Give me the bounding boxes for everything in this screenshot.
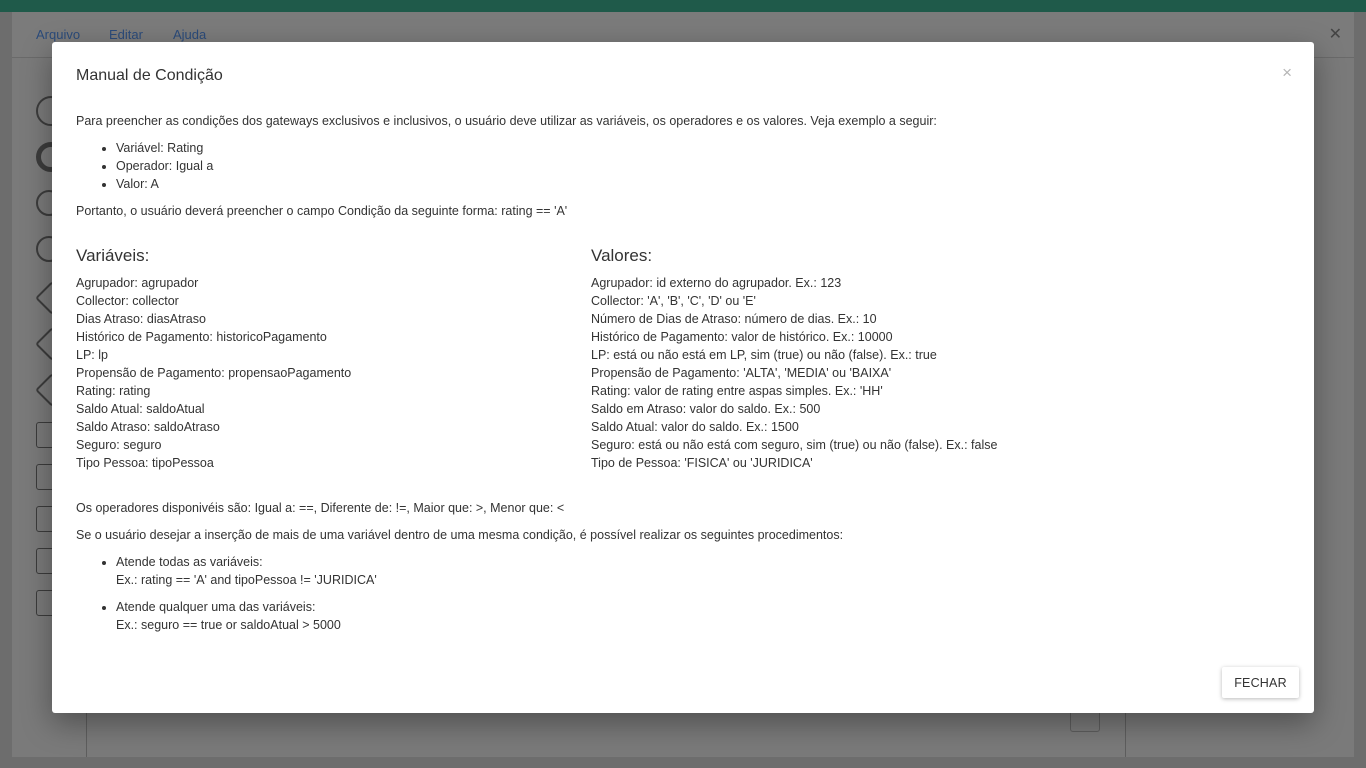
intro-text: Para preencher as condições dos gateways exclusivos e inclusivos, o usuário deve utilizar as variáveis, os operadores e os valores. Veja exemplo a seguir:: [76, 114, 937, 128]
operators-text: Os operadores disponivéis são: Igual a: ==, Diferente de: !=, Maior que: >, Menor que: <: [76, 501, 565, 515]
procedures-list: [76, 553, 1290, 634]
variable-item: LP: lp: [76, 348, 108, 362]
variable-item: Saldo Atual: saldoAtual: [76, 402, 205, 416]
multiple-variables-intro: Se o usuário desejar a inserção de mais de uma variável dentro de uma mesma condição, é possível realizar os seguintes procedimentos:: [76, 528, 844, 542]
variable-item: Saldo Atraso: saldoAtraso: [76, 420, 220, 434]
variable-item: Tipo Pessoa: tipoPessoa: [76, 456, 214, 470]
conclusion-text: Portanto, o usuário deverá preencher o campo Condição da seguinte forma: rating == 'A': [76, 204, 568, 218]
value-item: Histórico de Pagamento: valor de histórico. Ex.: 10000: [591, 330, 893, 344]
procedure-item: [116, 553, 1290, 589]
value-item: LP: está ou não está em LP, sim (true) ou não (false). Ex.: true: [591, 348, 937, 362]
value-item: Propensão de Pagamento: 'ALTA', 'MEDIA' ou 'BAIXA': [591, 366, 892, 380]
list-item: • Operador: Igual a: [116, 157, 1290, 175]
procedure-item: [116, 598, 1290, 634]
variable-item: Dias Atraso: diasAtraso: [76, 312, 206, 326]
variable-item: Histórico de Pagamento: historicoPagamento: [76, 330, 327, 344]
procedure-label: Atende todas as variáveis:: [116, 555, 263, 569]
variable-item: Agrupador: agrupador: [76, 276, 199, 290]
value-item: Saldo Atual: valor do saldo. Ex.: 1500: [591, 420, 799, 434]
value-item: Saldo em Atraso: valor do saldo. Ex.: 500: [591, 402, 821, 416]
variable-item: Seguro: seguro: [76, 438, 162, 452]
close-dialog-button[interactable]: FECHAR: [1222, 667, 1299, 698]
procedure-example: Ex.: rating == 'A' and tipoPessoa != 'JURIDICA': [116, 573, 377, 587]
value-item: Número de Dias de Atraso: número de dias. Ex.: 10: [591, 312, 877, 326]
variables-heading: Variáveis:: [76, 246, 150, 265]
variable-item: Collector: collector: [76, 294, 179, 308]
variable-item: Propensão de Pagamento: propensaoPagamento: [76, 366, 352, 380]
menu-editar[interactable]: Editar: [109, 27, 143, 42]
procedure-example: Ex.: seguro == true or saldoAtual > 5000: [116, 618, 341, 632]
menu-arquivo[interactable]: Arquivo: [36, 27, 81, 42]
variable-item: Rating: rating: [76, 384, 151, 398]
list-item: • Variável: Rating: [116, 139, 1290, 157]
value-item: Rating: valor de rating entre aspas simples. Ex.: 'HH': [591, 384, 883, 398]
variables-column: [76, 246, 591, 472]
values-heading: Valores:: [591, 246, 653, 265]
dialog-title: Manual de Condição: [76, 67, 223, 84]
app-top-strip: [0, 0, 1366, 12]
value-item: Agrupador: id externo do agrupador. Ex.: 123: [591, 276, 842, 290]
reference-columns: [76, 246, 1290, 472]
value-item: Seguro: está ou não está com seguro, sim (true) ou não (false). Ex.: false: [591, 438, 998, 452]
dialog-body: [76, 112, 1290, 643]
value-item: Tipo de Pessoa: 'FISICA' ou 'JURIDICA': [591, 456, 813, 470]
close-icon[interactable]: ✕: [1328, 26, 1342, 43]
value-item: Collector: 'A', 'B', 'C', 'D' ou 'E': [591, 294, 756, 308]
list-item: • Valor: A: [116, 175, 1290, 193]
values-column: [591, 246, 1241, 472]
procedure-label: Atende qualquer uma das variáveis:: [116, 600, 316, 614]
menu-ajuda[interactable]: Ajuda: [173, 27, 207, 42]
close-icon[interactable]: ×: [1282, 63, 1292, 82]
example-list: [76, 139, 1290, 193]
condition-manual-dialog: [52, 42, 1314, 713]
